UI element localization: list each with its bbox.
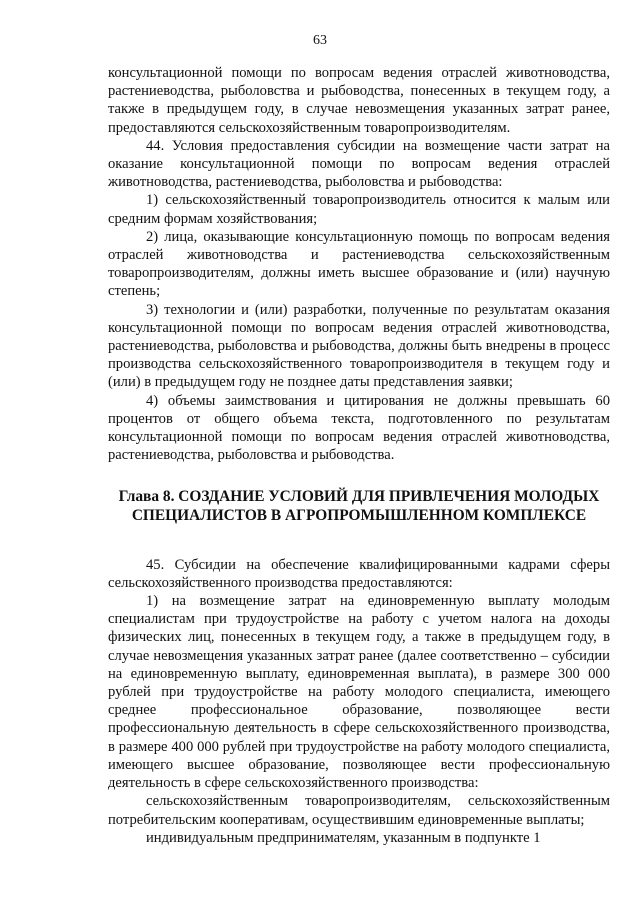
document-body (108, 64, 610, 847)
list-item-4: 4) объемы заимствования и цитирования не должны превышать 60 процентов от общего объема текста, подготовленного по результатам консультационной помощи по вопросам ведения отраслей животноводства, растениеводства, рыболовства и рыбоводства. (108, 392, 610, 464)
recipient-item-2: индивидуальным предпринимателям, указанным в подпункте 1 (146, 829, 541, 846)
list-item-3: 3) технологии и (или) разработки, полученные по результатам оказания консультационной помощи по вопросам ведения отраслей животноводства, растениеводства, рыболовства и рыбоводства, должны быть внедрены в процесс производства сельскохозяйственного товаропроизводителя в текущем году и (или) в предыдущем году не позднее даты представления заявки; (108, 301, 610, 391)
recipient-item-1: сельскохозяйственным товаропроизводителям, сельскохозяйственным потребительским кооперативам, осуществившим единовременные выплаты; (108, 793, 610, 828)
paragraph-44: 44. Условия предоставления субсидии на возмещение части затрат на оказание консультационной помощи по вопросам ведения отраслей животноводства, растениеводства, рыболовства и рыбоводства: (108, 137, 610, 191)
chapter-heading (108, 488, 610, 525)
page-number: 63 (313, 33, 327, 48)
chapter-heading-line2: СПЕЦИАЛИСТОВ В АГРОПРОМЫШЛЕННОМ КОМПЛЕКСЕ (131, 507, 587, 525)
list-item-45-1: 1) на возмещение затрат на единовременную выплату молодым специалистам при трудоустройстве на работу с учетом налога на доходы физических лиц, понесенных в текущем году, а также в предыдущем году, в случае невозмещения указанных затрат ранее (далее соответственно – субсидии на единовременную выплату, единовременная выплата), в размере 300 000 рублей при трудоустройстве на работу молодого специалиста, имеющего среднее профессиональное образование, позволяющее вести профессиональную деятельность в сфере сельскохозяйственного производства, в размере 400 000 рублей при трудоустройстве на работу молодого специалиста, имеющего высшее образование, позволяющее вести профессиональную деятельность в сфере сельскохозяйственного производства: (108, 593, 610, 792)
list-item-1: 1) сельскохозяйственный товаропроизводитель относится к малым или средним формам хозяйствования; (108, 192, 610, 227)
chapter-heading-line1: Глава 8. СОЗДАНИЕ УСЛОВИЙ ДЛЯ ПРИВЛЕЧЕНИЯ МОЛОДЫХ (118, 488, 600, 506)
list-item-2: 2) лица, оказывающие консультационную помощь по вопросам ведения отраслей животноводства и растениеводства сельскохозяйственным товаропроизводителям, должны иметь высшее образование и (или) научную степень; (108, 228, 610, 300)
paragraph-45: 45. Субсидии на обеспечение квалифицированными кадрами сферы сельскохозяйственного производства предоставляются: (108, 556, 610, 591)
paragraph-continuation: консультационной помощи по вопросам ведения отраслей животноводства, растениеводства, рыболовства и рыбоводства, понесенных в текущем году, а также в предыдущем году, в случае невозмещения указанных затрат ранее, предоставляются сельскохозяйственным товаропроизводителям. (108, 65, 610, 136)
